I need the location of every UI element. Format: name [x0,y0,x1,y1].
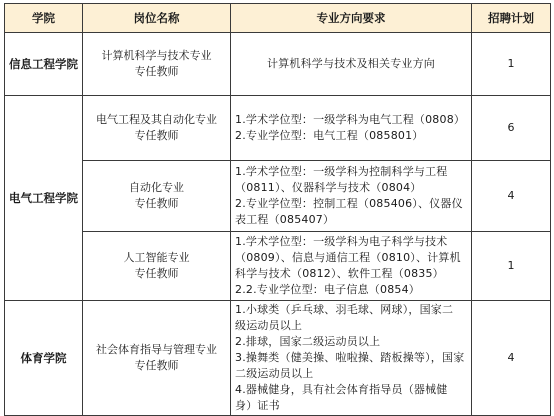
table-row [5,232,551,301]
header-requirement: 专业方向要求 [231,4,472,33]
college-cell: 信息工程学院 [5,33,83,96]
plan-cell: 1 [472,232,551,301]
requirement-cell: 1.学术学位型：一级学科为电气工程（0808） 2.专业学位型：电气工程（085801） [231,96,472,161]
college-cell: 体育学院 [5,301,83,416]
position-cell: 计算机科学与技术专业 专任教师 [83,33,231,96]
position-cell: 社会体育指导与管理专业 专任教师 [83,301,231,416]
position-cell: 电气工程及其自动化专业 专任教师 [83,96,231,161]
table-header-row [5,4,551,33]
header-position: 岗位名称 [83,4,231,33]
plan-cell: 1 [472,33,551,96]
plan-cell: 4 [472,301,551,416]
table-row [5,96,551,161]
college-cell: 电气工程学院 [5,96,83,301]
recruitment-table [4,3,551,416]
table-row [5,33,551,96]
position-cell: 自动化专业 专任教师 [83,161,231,232]
recruitment-table-container [4,3,550,416]
requirement-cell: 计算机科学与技术及相关专业方向 [231,33,472,96]
position-cell: 人工智能专业 专任教师 [83,232,231,301]
plan-cell: 6 [472,96,551,161]
requirement-cell: 1.小球类（乒乓球、羽毛球、网球），国家二 级运动员以上 2.排球，国家二级运动员以上 3.操舞类（健美操、啦啦操、踏板操等），国家 二级运动员以上 4.器械健身，具有社会体育指导员（器械健 身）证书 [231,301,472,416]
header-plan: 招聘计划 [472,4,551,33]
table-row [5,161,551,232]
requirement-cell: 1.学术学位型：一级学科为电子科学与技术 （0809）、信息与通信工程（0810）、计算机 科学与技术（0812）、软件工程（0835） 2.2.专业学位型：电子信息（0854） [231,232,472,301]
table-row [5,301,551,416]
requirement-cell: 1.学术学位型：一级学科为控制科学与工程 （0811）、仪器科学与技术（0804） 2.专业学位型：控制工程（085406）、仪器仪 表工程（085407） [231,161,472,232]
header-college: 学院 [5,4,83,33]
plan-cell: 4 [472,161,551,232]
